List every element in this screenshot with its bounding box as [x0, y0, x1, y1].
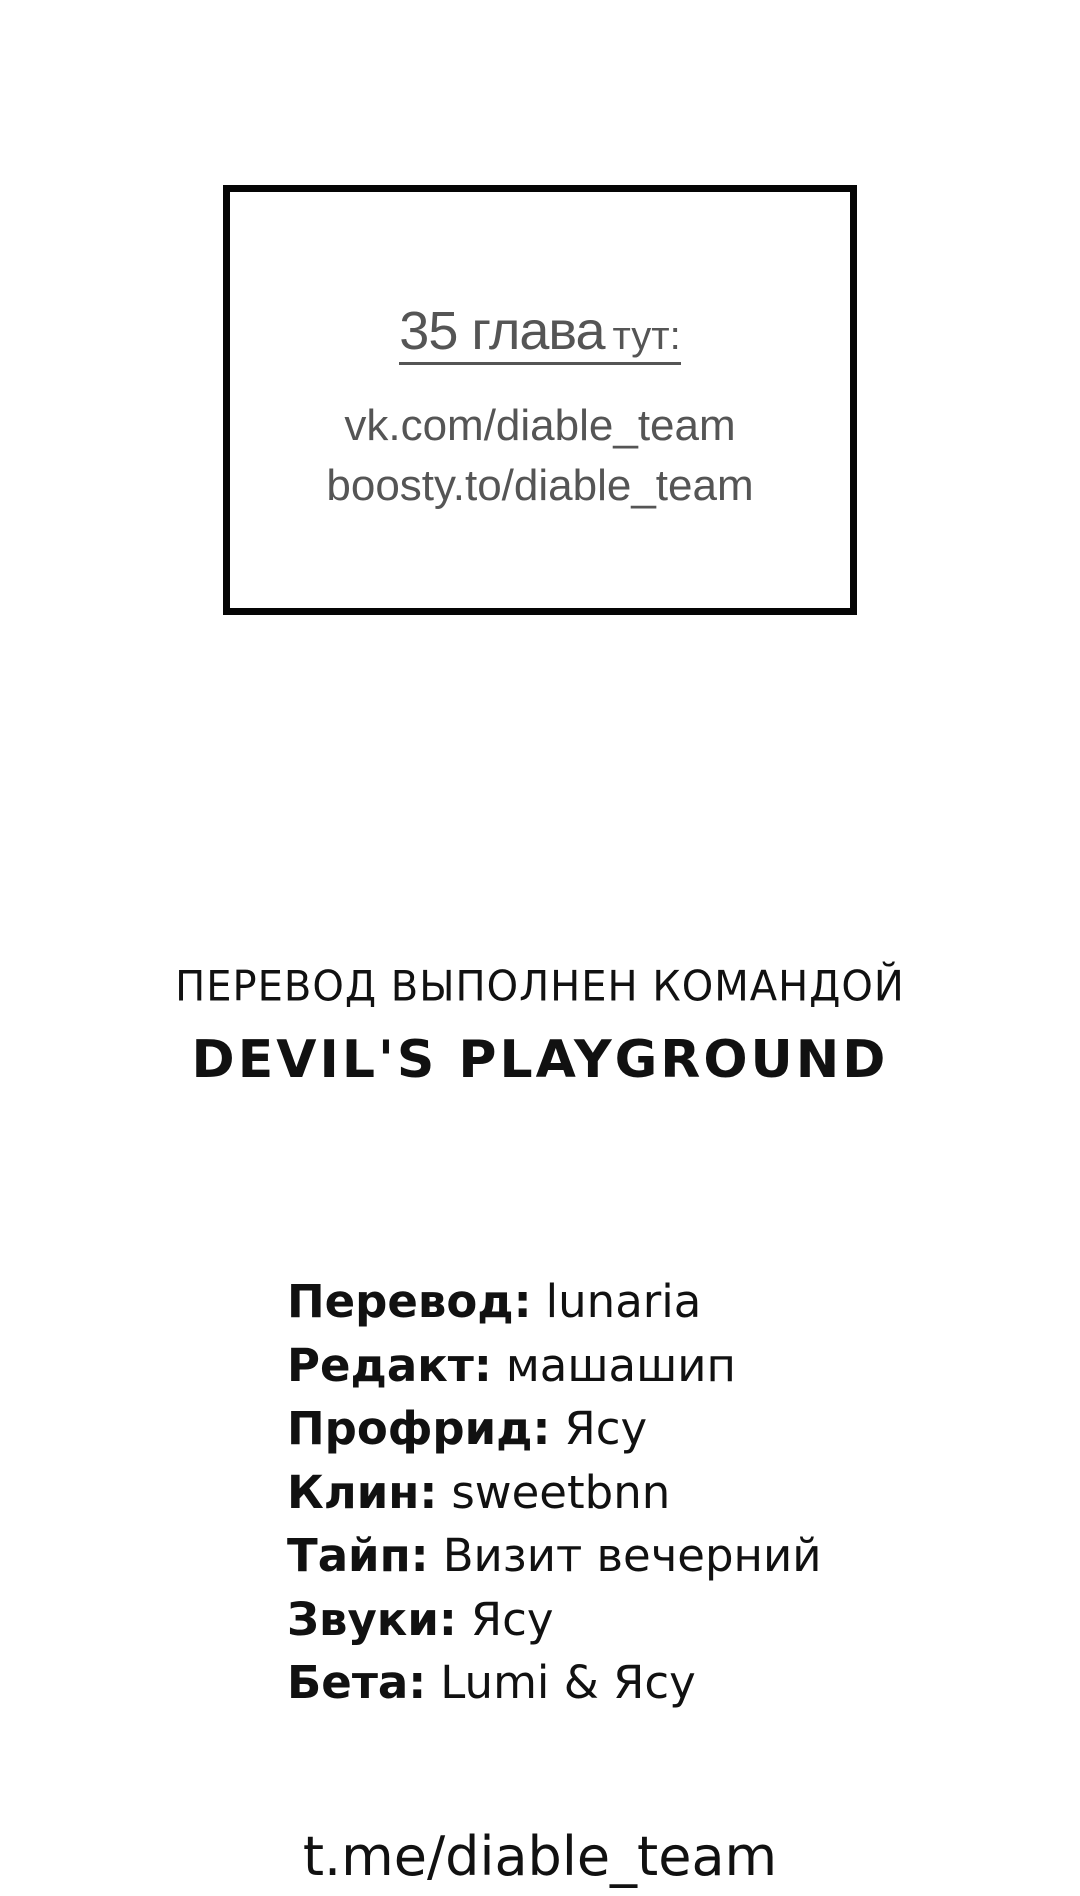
role-value: машашип [505, 1338, 736, 1392]
role-label: Клин: [287, 1465, 438, 1519]
role-label: Профрид: [287, 1402, 551, 1455]
role-row-beta [287, 1651, 821, 1715]
role-label: Перевод: [287, 1275, 532, 1328]
role-label: Тайп: [287, 1529, 429, 1582]
telegram-link[interactable]: t.me/diable_team [302, 1825, 778, 1888]
role-value: lunaria [545, 1275, 702, 1328]
boosty-link[interactable]: boosty.to/diable_team [326, 461, 754, 510]
chapter-heading-underline [399, 301, 681, 365]
chapter-here-label: тут: [612, 314, 681, 358]
role-label: Бета: [287, 1656, 427, 1709]
credits-role-list [287, 1270, 821, 1715]
role-row-editing [287, 1334, 821, 1398]
chapter-notice-box [223, 185, 857, 615]
role-row-translation [287, 1270, 821, 1334]
role-value: Визит вечерний [442, 1529, 822, 1582]
role-value: sweetbnn [451, 1465, 671, 1519]
role-label: Редакт: [287, 1338, 492, 1392]
role-row-typesetting [287, 1524, 821, 1588]
role-label: Звуки: [287, 1592, 457, 1646]
role-value: Lumi & Ясу [440, 1656, 696, 1709]
role-row-sound-effects [287, 1588, 821, 1652]
role-row-cleaning [287, 1461, 821, 1525]
translation-credit-intro: ПЕРЕВОД ВЫПОЛНЕН КОМАНДОЙ [175, 962, 905, 1012]
role-value: Ясу [564, 1402, 648, 1455]
role-value: Ясу [470, 1592, 554, 1646]
team-name: DEVIL'S PLAYGROUND [191, 1030, 889, 1090]
vk-link[interactable]: vk.com/diable_team [344, 401, 736, 450]
chapter-number-label: 35 глава [399, 301, 605, 361]
chapter-notice-heading [230, 301, 850, 365]
role-row-proofreading [287, 1397, 821, 1461]
